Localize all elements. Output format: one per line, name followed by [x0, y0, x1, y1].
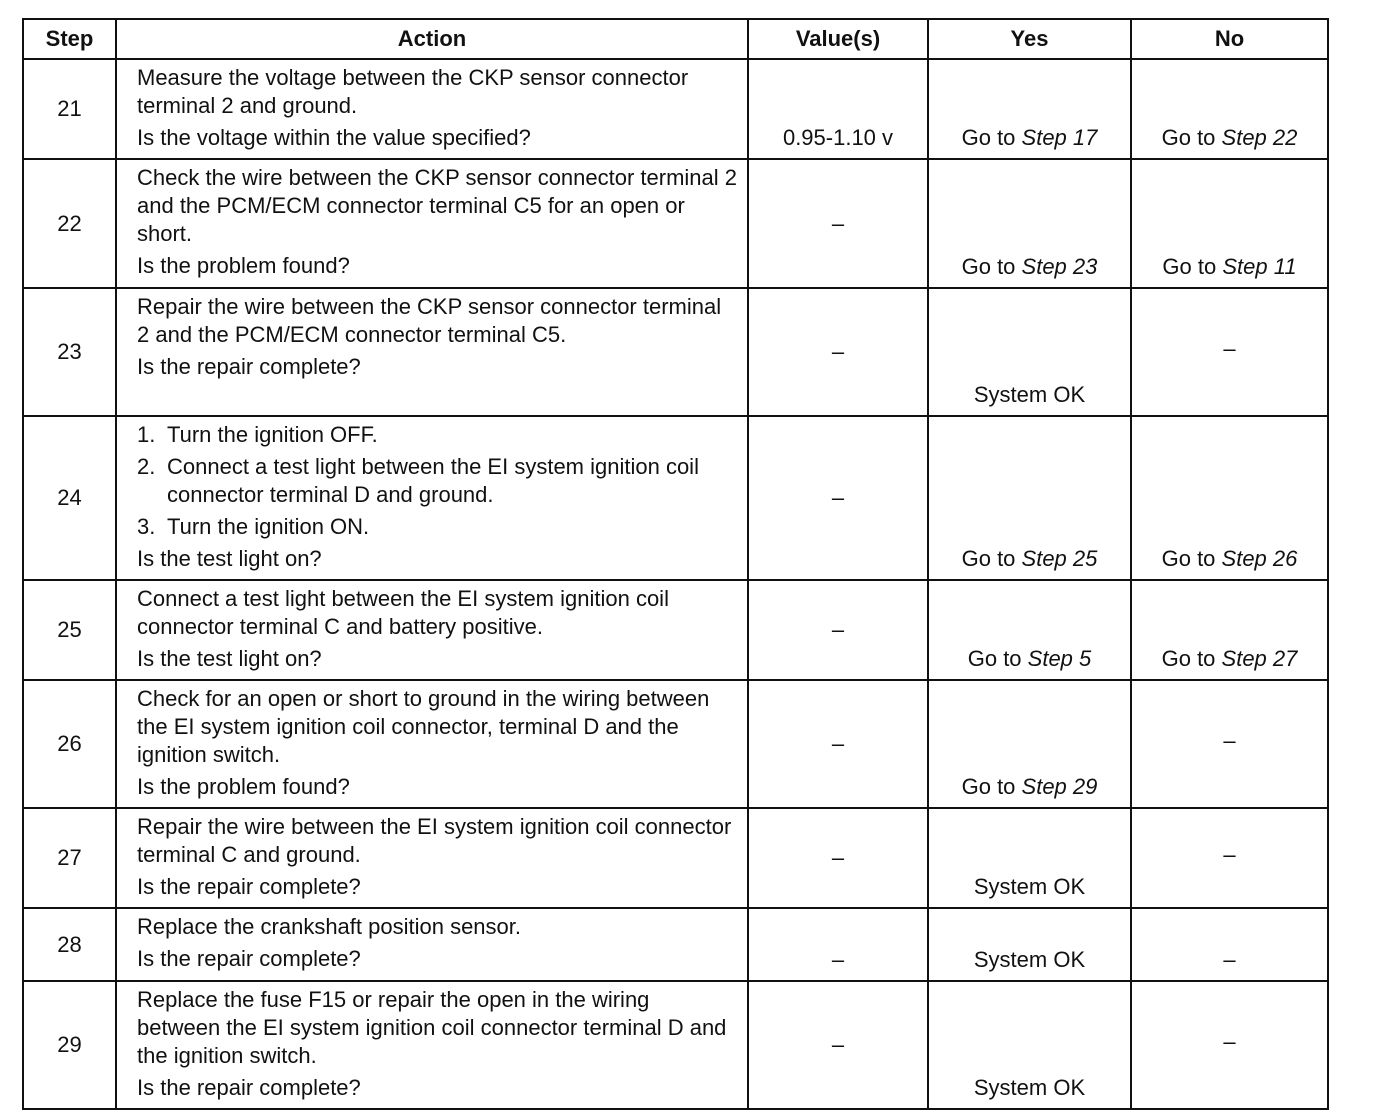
header-values: Value(s)	[748, 19, 928, 59]
no-cell	[1131, 680, 1328, 808]
yes-cell	[928, 680, 1131, 808]
step-number: 26	[23, 680, 116, 808]
value-cell: –	[748, 159, 928, 288]
step-text: Turn the ignition ON.	[167, 514, 370, 539]
yes-cell	[928, 808, 1131, 908]
action-cell	[116, 159, 748, 288]
yes-text: System OK	[973, 1075, 1086, 1100]
action-cell	[116, 580, 748, 680]
action-cell	[116, 416, 748, 580]
diagnostic-procedure-table	[22, 18, 1329, 1110]
no-step-ref: Step 26	[1221, 546, 1298, 571]
action-question: Is the problem found?	[137, 253, 350, 278]
no-prefix: Go to	[1161, 646, 1222, 671]
no-text: –	[1223, 728, 1236, 753]
yes-text: System OK	[973, 874, 1086, 899]
action-text: Replace the crankshaft position sensor.	[137, 914, 522, 939]
yes-cell	[928, 580, 1131, 680]
step-number: 25	[23, 580, 116, 680]
yes-cell	[928, 59, 1131, 159]
value-cell: 0.95-1.10 v	[748, 59, 928, 159]
no-prefix: Go to	[1161, 125, 1222, 150]
table-row	[23, 808, 1328, 908]
value-cell: –	[748, 580, 928, 680]
no-cell	[1131, 159, 1328, 288]
yes-cell	[928, 288, 1131, 416]
value-cell: –	[748, 680, 928, 808]
step-number: 22	[23, 159, 116, 288]
action-text: Measure the voltage between the CKP sensor connector terminal 2 and ground.	[137, 65, 689, 118]
action-question: Is the problem found?	[137, 774, 350, 799]
table-header-row	[23, 19, 1328, 59]
yes-cell	[928, 908, 1131, 981]
no-cell	[1131, 580, 1328, 680]
header-no: No	[1131, 19, 1328, 59]
yes-prefix: Go to	[961, 254, 1022, 279]
table-row	[23, 59, 1328, 159]
table-row	[23, 908, 1328, 981]
no-text: –	[1223, 336, 1236, 361]
step-number: 28	[23, 908, 116, 981]
header-action: Action	[116, 19, 748, 59]
no-step-ref: Step 27	[1221, 646, 1298, 671]
yes-prefix: Go to	[961, 774, 1022, 799]
step-num: 3.	[137, 514, 156, 539]
value-cell: –	[748, 908, 928, 981]
table-row	[23, 680, 1328, 808]
no-cell	[1131, 288, 1328, 416]
yes-prefix: Go to	[961, 125, 1022, 150]
no-cell	[1131, 981, 1328, 1109]
no-cell	[1131, 908, 1328, 981]
header-yes: Yes	[928, 19, 1131, 59]
action-text: Check for an open or short to ground in the wiring between the EI system ignition coil connector, terminal D and the ignition switch.	[137, 686, 710, 767]
action-cell	[116, 59, 748, 159]
yes-prefix: Go to	[967, 646, 1028, 671]
action-question: Is the repair complete?	[137, 874, 361, 899]
action-cell	[116, 680, 748, 808]
action-question: Is the repair complete?	[137, 354, 361, 379]
step-number: 27	[23, 808, 116, 908]
step-text: Turn the ignition OFF.	[167, 422, 378, 447]
action-text: Connect a test light between the EI system ignition coil connector terminal C and battery positive.	[137, 586, 669, 639]
no-prefix: Go to	[1162, 254, 1223, 279]
action-text: Repair the wire between the CKP sensor connector terminal 2 and the PCM/ECM connector terminal C5.	[137, 294, 722, 347]
no-text: –	[1223, 842, 1236, 867]
numbered-step	[137, 513, 737, 541]
yes-prefix: Go to	[961, 546, 1022, 571]
table-row	[23, 580, 1328, 680]
action-question: Is the repair complete?	[137, 1075, 361, 1100]
value-cell: –	[748, 416, 928, 580]
action-question: Is the test light on?	[137, 546, 322, 571]
yes-cell	[928, 981, 1131, 1109]
table-row	[23, 159, 1328, 288]
yes-cell	[928, 159, 1131, 288]
header-step: Step	[23, 19, 116, 59]
action-cell	[116, 908, 748, 981]
no-text: –	[1223, 947, 1236, 972]
action-cell	[116, 288, 748, 416]
step-number: 24	[23, 416, 116, 580]
action-cell	[116, 981, 748, 1109]
action-question: Is the repair complete?	[137, 946, 361, 971]
action-question: Is the voltage within the value specified?	[137, 125, 531, 150]
table-row	[23, 288, 1328, 416]
action-text: Check the wire between the CKP sensor connector terminal 2 and the PCM/ECM connector terminal C5 for an open or short.	[137, 165, 738, 246]
yes-step-ref: Step 29	[1021, 774, 1098, 799]
step-num: 2.	[137, 454, 156, 479]
numbered-step	[137, 421, 737, 449]
numbered-step	[137, 453, 737, 509]
yes-text: System OK	[973, 947, 1086, 972]
yes-step-ref: Step 23	[1021, 254, 1098, 279]
step-text: Connect a test light between the EI system ignition coil connector terminal D and ground.	[167, 454, 699, 507]
step-number: 23	[23, 288, 116, 416]
action-cell	[116, 808, 748, 908]
yes-text: System OK	[973, 382, 1086, 407]
value-cell: –	[748, 288, 928, 416]
no-cell	[1131, 416, 1328, 580]
yes-cell	[928, 416, 1131, 580]
action-question: Is the test light on?	[137, 646, 322, 671]
no-cell	[1131, 59, 1328, 159]
no-prefix: Go to	[1161, 546, 1222, 571]
no-text: –	[1223, 1029, 1236, 1054]
yes-step-ref: Step 25	[1021, 546, 1098, 571]
value-cell: –	[748, 808, 928, 908]
no-step-ref: Step 11	[1222, 254, 1297, 279]
table-row	[23, 981, 1328, 1109]
action-text: Replace the fuse F15 or repair the open in the wiring between the EI system ignition coil connector terminal D and the ignition switch.	[137, 987, 727, 1068]
no-cell	[1131, 808, 1328, 908]
value-cell: –	[748, 981, 928, 1109]
table-row	[23, 416, 1328, 580]
step-number: 29	[23, 981, 116, 1109]
yes-step-ref: Step 5	[1027, 646, 1092, 671]
step-num: 1.	[137, 422, 156, 447]
action-text: Repair the wire between the EI system ignition coil connector terminal C and ground.	[137, 814, 732, 867]
step-number: 21	[23, 59, 116, 159]
yes-step-ref: Step 17	[1021, 125, 1098, 150]
no-step-ref: Step 22	[1221, 125, 1298, 150]
